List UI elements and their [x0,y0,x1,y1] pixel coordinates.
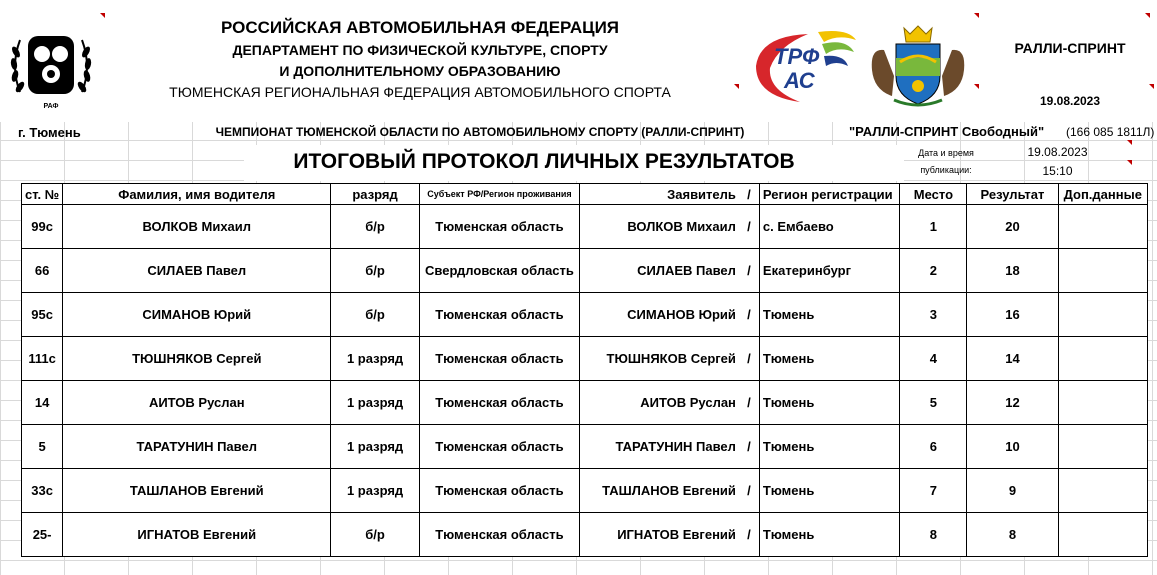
row-driver: ВОЛКОВ Михаил [63,205,331,249]
row-driver: ТЮШНЯКОВ Сергей [63,337,331,381]
pub-time: 15:10 [1042,164,1073,178]
svg-text:ТРФ: ТРФ [774,44,820,69]
row-extra [1058,205,1147,249]
row-number: 14 [22,381,63,425]
tyumen-coat-of-arms [864,20,972,110]
row-extra [1058,293,1147,337]
row-reg-region: Екатеринбург [759,249,899,293]
event-code: (166 085 1811Л) [1066,125,1155,139]
row-rank: 1 разряд [331,469,419,513]
row-entrant: ТАШЛАНОВ Евгений [580,469,739,513]
row-rank: б/р [331,293,419,337]
row-reg-region: Тюмень [759,513,899,557]
event-name: "РАЛЛИ-СПРИНТ Свободный" [849,124,1045,139]
city-label: г. Тюмень [18,125,81,140]
row-number: 5 [22,425,63,469]
row-extra [1058,425,1147,469]
row-reg-region: Тюмень [759,293,899,337]
row-reg-region: Тюмень [759,381,899,425]
table-row [22,513,1148,557]
trfas-logo [748,26,860,106]
cell-marker [969,84,979,90]
row-result: 14 [967,337,1058,381]
row-place: 1 [900,205,967,249]
header-date: 19.08.2023 [1039,94,1101,108]
row-rank: б/р [331,513,419,557]
row-place: 3 [900,293,967,337]
row-entrant: ТЮШНЯКОВ Сергей [580,337,739,381]
row-rank: б/р [331,249,419,293]
row-extra [1058,513,1147,557]
results-table [21,183,1148,557]
row-extra [1058,249,1147,293]
row-entrant: ВОЛКОВ Михаил [580,205,739,249]
col-header-slash: / [739,184,760,205]
raf-emblem-icon [6,22,96,112]
row-region: Тюменская область [419,513,579,557]
row-entrant: ТАРАТУНИН Павел [580,425,739,469]
cell-marker [969,13,979,19]
raf-logo [6,22,96,112]
col-header-region: Субъект РФ/Регион проживания [419,184,579,205]
row-region: Тюменская область [419,381,579,425]
cell-marker [729,84,739,90]
table-row [22,337,1148,381]
table-row [22,469,1148,513]
row-result: 18 [967,249,1058,293]
table-row [22,381,1148,425]
row-result: 12 [967,381,1058,425]
row-reg-region: с. Ембаево [759,205,899,249]
row-number: 25- [22,513,63,557]
row-driver: ТАРАТУНИН Павел [63,425,331,469]
row-region: Тюменская область [419,205,579,249]
row-driver: ИГНАТОВ Евгений [63,513,331,557]
col-header-reg-region: Регион регистрации [759,184,899,205]
row-extra [1058,337,1147,381]
department-line-1: ДЕПАРТАМЕНТ ПО ФИЗИЧЕСКОЙ КУЛЬТУРЕ, СПОРТУ [232,42,608,58]
row-result: 9 [967,469,1058,513]
row-extra [1058,381,1147,425]
row-slash: / [739,513,760,557]
pub-date: 19.08.2023 [1027,145,1088,159]
row-number: 95с [22,293,63,337]
row-slash: / [739,425,760,469]
trfas-logo-icon [748,26,860,106]
row-entrant: СИЛАЕВ Павел [580,249,739,293]
row-driver: СИЛАЕВ Павел [63,249,331,293]
row-slash: / [739,205,760,249]
row-extra [1058,469,1147,513]
event-type: РАЛЛИ-СПРИНТ [1014,40,1126,56]
row-place: 2 [900,249,967,293]
pub-label-1: Дата и время [918,148,974,158]
coat-of-arms-icon [864,20,972,110]
row-region: Тюменская область [419,337,579,381]
row-reg-region: Тюмень [759,425,899,469]
col-header-rank: разряд [331,184,419,205]
row-driver: АИТОВ Руслан [63,381,331,425]
protocol-title: ИТОГОВЫЙ ПРОТОКОЛ ЛИЧНЫХ РЕЗУЛЬТАТОВ [293,150,795,173]
row-reg-region: Тюмень [759,469,899,513]
regional-federation: ТЮМЕНСКАЯ РЕГИОНАЛЬНАЯ ФЕДЕРАЦИЯ АВТОМОБИЛЬНОГО СПОРТА [169,84,671,100]
row-slash: / [739,249,760,293]
table-row [22,249,1148,293]
row-entrant: СИМАНОВ Юрий [580,293,739,337]
row-number: 99с [22,205,63,249]
pub-label-2: публикации: [920,165,972,175]
row-number: 33с [22,469,63,513]
championship-title: ЧЕМПИОНАТ ТЮМЕНСКОЙ ОБЛАСТИ ПО АВТОМОБИЛЬНОМУ СПОРТУ (РАЛЛИ-СПРИНТ) [215,125,745,139]
row-rank: б/р [331,205,419,249]
row-rank: 1 разряд [331,381,419,425]
table-header-row [22,184,1148,205]
row-driver: ТАШЛАНОВ Евгений [63,469,331,513]
department-line-2: И ДОПОЛНИТЕЛЬНОМУ ОБРАЗОВАНИЮ [279,63,561,79]
row-rank: 1 разряд [331,337,419,381]
federation-title: РОССИЙСКАЯ АВТОМОБИЛЬНАЯ ФЕДЕРАЦИЯ [220,18,620,37]
row-place: 6 [900,425,967,469]
row-place: 7 [900,469,967,513]
cell-marker [95,13,105,19]
svg-text:АС: АС [784,68,815,93]
row-driver: СИМАНОВ Юрий [63,293,331,337]
row-slash: / [739,381,760,425]
cell-marker [1144,84,1154,90]
col-header-place: Место [900,184,967,205]
table-row [22,293,1148,337]
row-entrant: АИТОВ Руслан [580,381,739,425]
row-result: 20 [967,205,1058,249]
row-slash: / [739,337,760,381]
row-rank: 1 разряд [331,425,419,469]
row-number: 111с [22,337,63,381]
row-result: 10 [967,425,1058,469]
row-region: Тюменская область [419,293,579,337]
table-row [22,205,1148,249]
row-reg-region: Тюмень [759,337,899,381]
col-header-extra: Доп.данные [1058,184,1147,205]
svg-text:РАФ: РАФ [43,103,59,110]
col-header-result: Результат [967,184,1058,205]
row-region: Тюменская область [419,469,579,513]
table-row [22,425,1148,469]
col-header-entrant: Заявитель [580,184,739,205]
row-region: Тюменская область [419,425,579,469]
row-region: Свердловская область [419,249,579,293]
row-number: 66 [22,249,63,293]
row-result: 16 [967,293,1058,337]
row-place: 5 [900,381,967,425]
col-header-number: ст. № [22,184,63,205]
row-slash: / [739,293,760,337]
row-entrant: ИГНАТОВ Евгений [580,513,739,557]
row-slash: / [739,469,760,513]
row-result: 8 [967,513,1058,557]
row-place: 8 [900,513,967,557]
col-header-driver: Фамилия, имя водителя [63,184,331,205]
cell-marker [1140,13,1150,19]
row-place: 4 [900,337,967,381]
